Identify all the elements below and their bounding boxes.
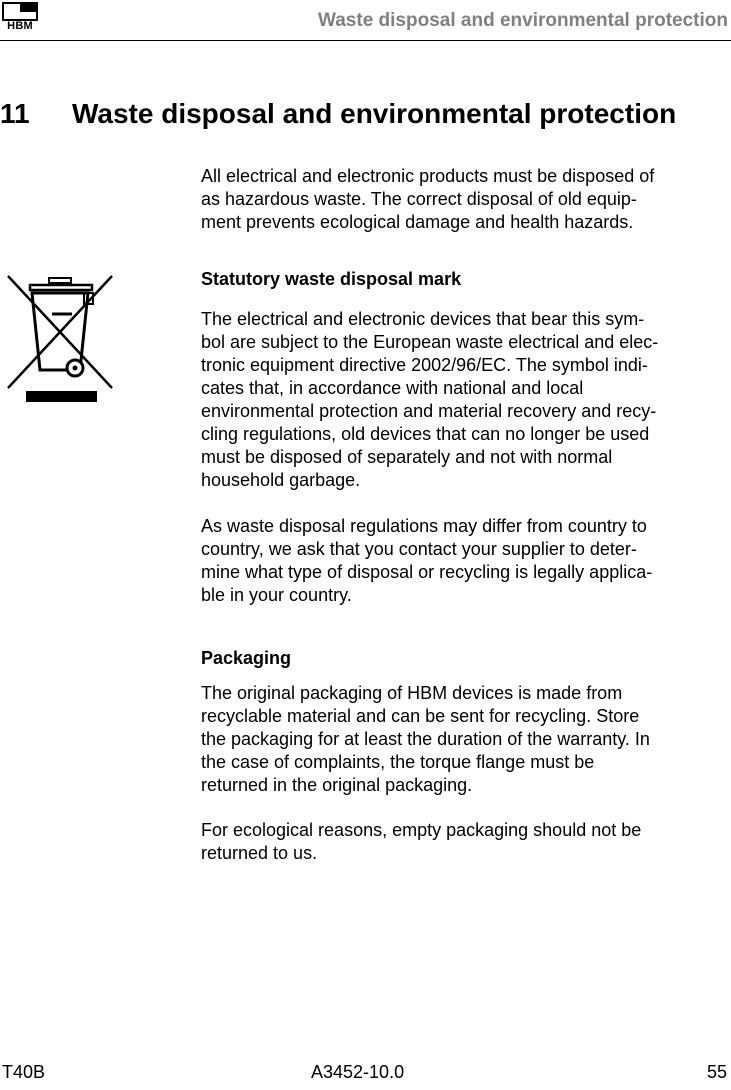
text-line: For ecological reasons, empty packaging should not be: [201, 820, 642, 840]
text-line: bol are subject to the European waste electrical and elec-: [201, 332, 659, 352]
text-line: returned in the original packaging.: [201, 775, 473, 795]
hbm-logo-icon: [2, 2, 38, 32]
text-line: the packaging for at least the duration of the warranty. In: [201, 729, 650, 749]
text-line: as hazardous waste. The correct disposal of old equip-: [201, 189, 637, 209]
packaging-paragraph-1: [201, 682, 731, 797]
text-line: The original packaging of HBM devices is made from: [201, 683, 623, 703]
chapter-heading: [0, 96, 676, 132]
section-packaging: [201, 647, 731, 670]
text-line: country, we ask that you contact your supplier to deter-: [201, 539, 637, 559]
footer-document-number: A3452-10.0: [311, 1062, 405, 1082]
text-line: the case of complaints, the torque flange must be: [201, 752, 595, 772]
text-line: environmental protection and material recovery and recy-: [201, 401, 657, 421]
text-line: recyclable material and can be sent for recycling. Store: [201, 706, 640, 726]
page-footer: [0, 1060, 731, 1090]
logo-text: HBM: [7, 20, 33, 32]
footer-product: T40B: [2, 1062, 46, 1082]
header-rule: [0, 40, 731, 41]
text-line: household garbage.: [201, 470, 361, 490]
text-line: cling regulations, old devices that can no longer be used: [201, 424, 650, 444]
text-line: cates that, in accordance with national and local: [201, 378, 584, 398]
text-line: All electrical and electronic products must be disposed of: [201, 166, 655, 186]
intro-paragraph: [201, 165, 731, 234]
section-statutory: [201, 268, 731, 291]
text-line: tronic equipment directive 2002/96/EC. The symbol indi-: [201, 355, 648, 375]
page-header: [0, 0, 731, 42]
packaging-paragraph-2: [201, 819, 731, 865]
text-line: ment prevents ecological damage and health hazards.: [201, 212, 634, 232]
section-heading: Packaging: [201, 648, 292, 668]
crossed-out-wheelie-bin-icon: [0, 266, 118, 406]
chapter-number: 11: [0, 98, 30, 129]
statutory-paragraph-2: [201, 515, 731, 607]
text-line: mine what type of disposal or recycling is legally applica-: [201, 562, 653, 582]
text-line: As waste disposal regulations may differ from country to: [201, 516, 647, 536]
page-number: 55: [706, 1062, 727, 1082]
text-line: ble in your country.: [201, 585, 352, 605]
text-line: must be disposed of separately and not with normal: [201, 447, 613, 467]
text-line: returned to us.: [201, 843, 318, 863]
chapter-title: Waste disposal and environmental protection: [72, 98, 677, 129]
statutory-paragraph-1: [201, 308, 731, 492]
text-line: The electrical and electronic devices that bear this sym-: [201, 309, 645, 329]
running-head: Waste disposal and environmental protection: [318, 10, 728, 31]
section-heading: Statutory waste disposal mark: [201, 269, 462, 289]
